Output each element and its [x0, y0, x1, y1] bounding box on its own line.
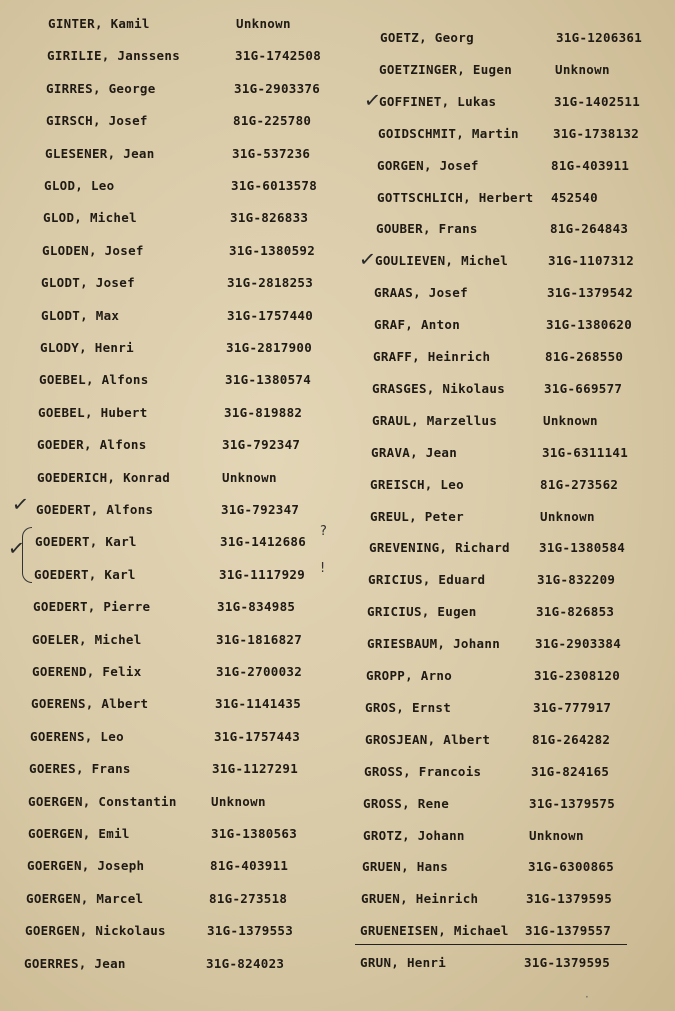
person-name: GLODY, Henri: [40, 340, 134, 355]
person-name: GIRRES, George: [46, 80, 156, 96]
service-number: 31G-834985: [217, 599, 296, 615]
service-number: Unknown: [236, 16, 291, 31]
person-name: GROSS, Rene: [363, 795, 450, 811]
person-name: GOERENS, Albert: [31, 696, 149, 712]
person-name: GOERGEN, Emil: [28, 826, 130, 841]
service-number: 81G-225780: [233, 113, 312, 129]
service-number: 31G-1379595: [524, 955, 611, 971]
bracket-mark: [22, 527, 32, 583]
person-name: GRICIUS, Eugen: [367, 604, 477, 620]
service-number: 31G-1206361: [556, 30, 643, 45]
service-number: 31G-1412686: [220, 534, 307, 550]
service-number: 31G-2903384: [535, 636, 622, 652]
person-name: GREUL, Peter: [370, 508, 464, 524]
service-number: 31G-1117929: [219, 566, 306, 582]
person-name: GRAUL, Marzellus: [372, 412, 498, 428]
person-name: GOERGEN, Constantin: [28, 793, 177, 809]
person-name: GRICIUS, Eduard: [368, 572, 486, 588]
exclamation-mark: !: [320, 561, 326, 576]
service-number: 31G-1738132: [553, 125, 640, 141]
person-name: GREISCH, Leo: [370, 476, 464, 492]
person-name: GOEREND, Felix: [32, 664, 142, 679]
underline-mark: [355, 944, 627, 945]
person-name: GOUBER, Frans: [376, 221, 478, 237]
person-name: GRUEN, Heinrich: [361, 891, 479, 907]
stray-mark: ·: [585, 990, 589, 1004]
person-name: GRAVA, Jean: [371, 444, 458, 460]
service-number: Unknown: [222, 469, 277, 485]
service-number: 31G-1380574: [225, 372, 312, 388]
person-name: GREVENING, Richard: [369, 540, 510, 556]
service-number: 81G-273518: [209, 890, 288, 906]
service-number: Unknown: [211, 793, 266, 809]
service-number: 31G-1742508: [235, 48, 322, 64]
person-name: GOEDER, Alfons: [37, 437, 147, 453]
service-number: 31G-777917: [533, 699, 612, 715]
service-number: 31G-1141435: [215, 696, 302, 712]
person-name: GOEBEL, Alfons: [39, 372, 149, 388]
person-name: GOEDERICH, Konrad: [37, 469, 171, 485]
service-number: 31G-1379553: [207, 923, 294, 939]
service-number: 31G-1402511: [554, 93, 641, 109]
service-number: 31G-792347: [221, 502, 300, 517]
service-number: 31G-1379557: [525, 923, 612, 939]
person-name: GOETZINGER, Eugen: [379, 61, 513, 77]
service-number: 81G-264843: [550, 221, 629, 237]
service-number: 31G-824023: [206, 955, 285, 971]
service-number: 31G-2308120: [534, 668, 621, 683]
service-number: 31G-1379575: [529, 795, 616, 811]
service-number: 31G-826853: [536, 604, 615, 620]
service-number: 31G-1757440: [227, 307, 314, 323]
service-number: 81G-264282: [532, 731, 611, 747]
service-number: 31G-6300865: [528, 859, 615, 875]
service-number: 81G-268550: [545, 349, 624, 364]
person-name: GOERES, Frans: [29, 761, 131, 777]
person-name: GOTTSCHLICH, Herbert: [377, 189, 534, 205]
person-name: GIRSCH, Josef: [46, 113, 148, 129]
service-number: 31G-1379595: [526, 891, 613, 907]
service-number: 31G-1757443: [214, 728, 301, 744]
service-number: 31G-2818253: [227, 275, 314, 291]
service-number: 81G-403911: [551, 157, 630, 173]
service-number: 31G-669577: [544, 380, 623, 396]
check-mark-icon: ✓: [6, 535, 26, 561]
service-number: 31G-826833: [230, 210, 309, 226]
person-name: GRUN, Henri: [360, 955, 447, 971]
person-name: GOEDERT, Karl: [35, 534, 137, 550]
service-number: 31G-2817900: [226, 340, 313, 355]
person-name: GOEDERT, Karl: [34, 566, 136, 582]
person-name: GRAAS, Josef: [374, 285, 468, 301]
person-name: GOERENS, Leo: [30, 728, 124, 744]
service-number: 31G-6013578: [231, 178, 318, 193]
person-name: GROS, Ernst: [365, 699, 452, 715]
person-name: GOERGEN, Joseph: [27, 858, 145, 874]
person-name: GIRILIE, Janssens: [47, 48, 181, 64]
person-name: GLOD, Leo: [44, 178, 115, 193]
service-number: Unknown: [555, 61, 610, 77]
service-number: 31G-1380592: [229, 242, 316, 258]
service-number: 31G-6311141: [542, 444, 629, 460]
person-name: GINTER, Kamil: [48, 16, 150, 31]
person-name: GOEDERT, Pierre: [33, 599, 151, 615]
person-name: GOERGEN, Marcel: [26, 890, 144, 906]
service-number: 31G-2700032: [216, 664, 303, 679]
service-number: 31G-792347: [222, 437, 301, 453]
person-name: GRAFF, Heinrich: [373, 349, 491, 364]
service-number: Unknown: [543, 412, 598, 428]
service-number: 31G-1380584: [539, 540, 626, 556]
check-mark-icon: ✓: [362, 87, 382, 113]
service-number: Unknown: [540, 508, 595, 524]
person-name: GRUENEISEN, Michael: [360, 923, 509, 939]
person-name: GOFFINET, Lukas: [379, 93, 497, 109]
service-number: 31G-1380563: [211, 826, 298, 841]
person-name: GOELER, Michel: [32, 631, 142, 647]
check-mark-icon: ✓: [10, 491, 30, 517]
check-mark-icon: ✓: [357, 246, 377, 272]
person-name: GOERGEN, Nickolaus: [25, 923, 166, 939]
service-number: 31G-1380620: [546, 317, 633, 333]
person-name: GORGEN, Josef: [377, 157, 479, 173]
person-name: GROSS, Francois: [364, 763, 482, 779]
service-number: Unknown: [529, 827, 584, 843]
person-name: GRUEN, Hans: [362, 859, 449, 875]
person-name: GOEBEL, Hubert: [38, 404, 148, 420]
service-number: 31G-824165: [531, 763, 610, 779]
person-name: GROSJEAN, Albert: [365, 731, 491, 747]
person-name: GLODEN, Josef: [42, 242, 144, 258]
service-number: 31G-1379542: [547, 285, 634, 301]
person-name: GOETZ, Georg: [380, 30, 474, 45]
person-name: GOIDSCHMIT, Martin: [378, 125, 519, 141]
service-number: 31G-2903376: [234, 80, 321, 96]
service-number: 31G-1107312: [548, 253, 635, 269]
person-name: GRASGES, Nikolaus: [372, 380, 506, 396]
service-number: 31G-1127291: [212, 761, 299, 777]
person-name: GLESENER, Jean: [45, 145, 155, 161]
service-number: 31G-537236: [232, 145, 311, 161]
person-name: GOEDERT, Alfons: [36, 502, 154, 517]
person-name: GRAF, Anton: [374, 317, 461, 333]
person-name: GOULIEVEN, Michel: [375, 253, 509, 269]
service-number: 31G-1816827: [216, 631, 303, 647]
person-name: GLODT, Josef: [41, 275, 135, 291]
person-name: GRIESBAUM, Johann: [367, 636, 501, 652]
service-number: 452540: [551, 189, 598, 205]
service-number: 81G-403911: [210, 858, 289, 874]
service-number: 31G-832209: [537, 572, 616, 588]
person-name: GROTZ, Johann: [363, 827, 465, 843]
question-mark: ?: [320, 524, 327, 539]
person-name: GOERRES, Jean: [24, 955, 126, 971]
service-number: 81G-273562: [540, 476, 619, 492]
person-name: GROPP, Arno: [366, 668, 453, 683]
person-name: GLOD, Michel: [43, 210, 137, 226]
person-name: GLODT, Max: [41, 307, 120, 323]
service-number: 31G-819882: [224, 404, 303, 420]
